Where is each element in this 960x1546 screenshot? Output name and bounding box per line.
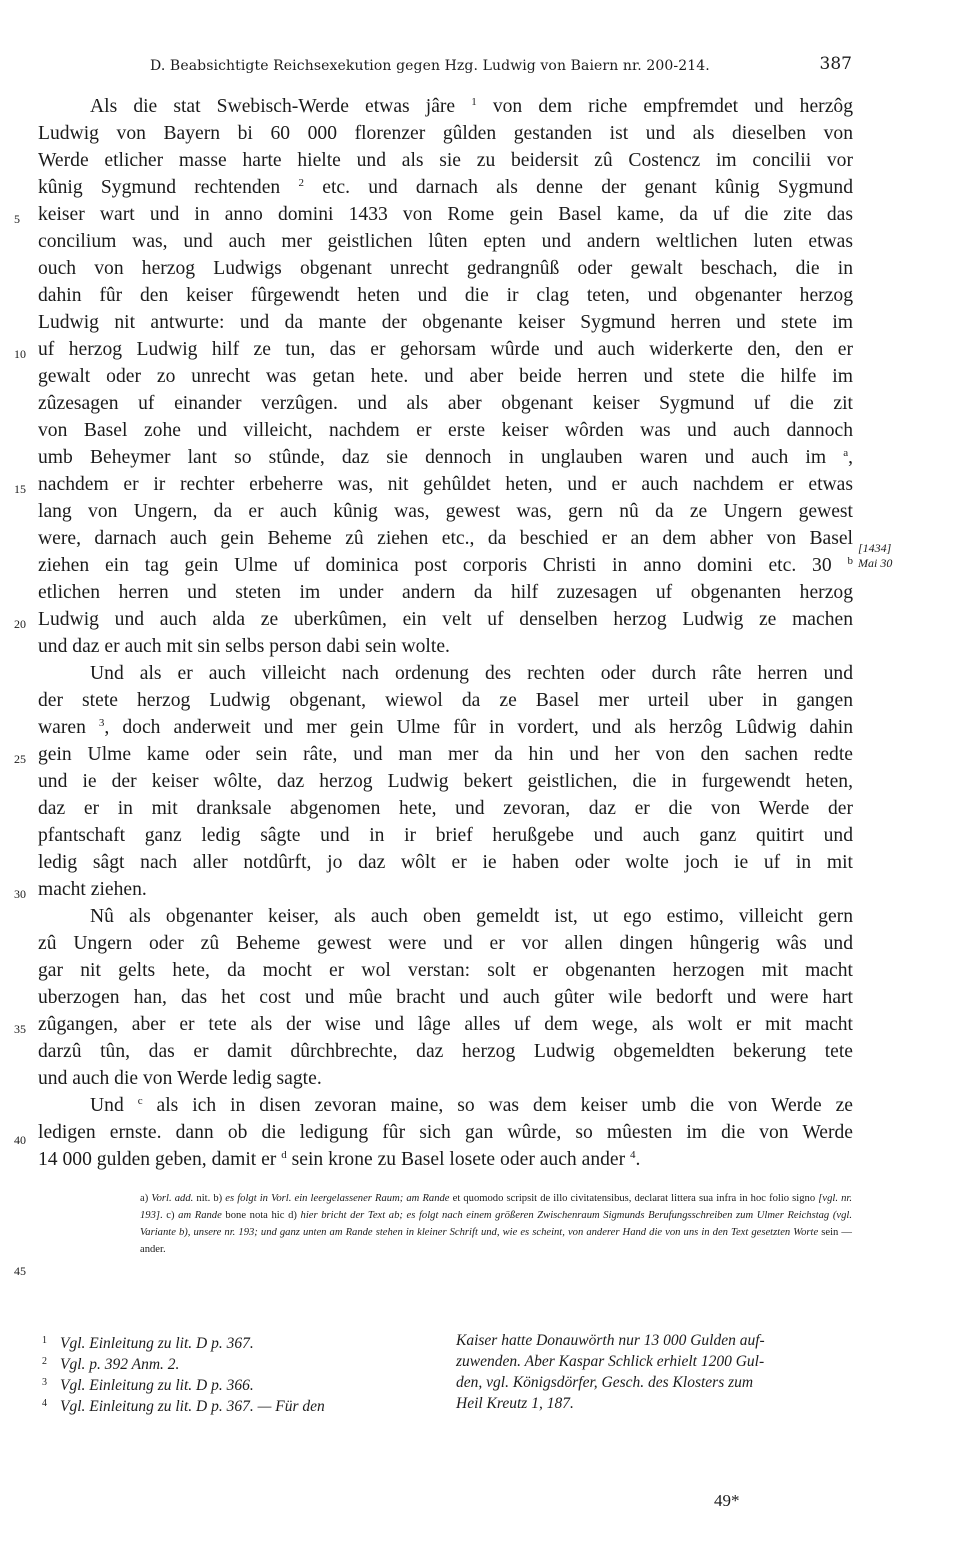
text-line: der stete herzog Ludwig obgenant, wiewol da ze Basel mer urteil uber in gangen: [38, 690, 853, 711]
line-number: 30: [14, 887, 26, 901]
text-line: concilium was, und auch mer geistlichen lûten epten und andern weltlichen luten etwas: [38, 231, 853, 252]
text-line: ledigen ernste. dann ob die ledigung fûr sich gan wûrde, so mûesten im die von Werde: [38, 1122, 853, 1143]
line-number: 25: [14, 752, 26, 766]
line-number: 10: [14, 347, 26, 361]
text-line: zûgangen, aber er tete als der wise und lâge alles uf dem wege, als wolt er mit macht: [38, 1014, 853, 1035]
footnote-4-cont: Heil Kreutz 1, 187.: [456, 1395, 574, 1412]
footnote-4: 4 Vgl. Einleitung zu lit. D p. 367. — Für den: [42, 1398, 325, 1415]
text-line: dahin fûr den keiser fûrgewendt heten und die ir clag teten, und obgenanter herzog: [38, 285, 853, 306]
footnote-2: 2 Vgl. p. 392 Anm. 2.: [42, 1356, 180, 1373]
text-line: und ie der keiser wôlte, daz herzog Ludwig bekert geistlichen, die in furgewendt heten,: [38, 771, 853, 792]
text-line: umb Beheymer lant so stûnde, daz sie dennoch in unglauben waren und auch im $^a$,: [38, 447, 853, 468]
text-line: ziehen ein tag gein Ulme uf dominica post corporis Christi in anno domini etc. 30 $^b$: [38, 555, 853, 576]
text-line: etlichen herren und steten im under andern da hilf zuzesagen uf obgenanten herzog: [38, 582, 853, 603]
text-line: Werde etlicher masse harte hielte und als sie zu beidersit zû Costencz im concilii vor: [38, 150, 853, 171]
text-line: Ludwig und auch alda ze uberkûmen, ein velt uf denselben herzog Ludwig ze machen: [38, 609, 853, 630]
text-line: lang von Ungern, da er auch kûnig was, gewest was, gern nû da ze Ungern gewest: [38, 501, 853, 522]
text-line: gein Ulme kame oder sein râte, und man mer da hin und her von den sachen redte: [38, 744, 853, 765]
text-line: darzû tûn, das er damit dûrchbrechte, daz herzog Ludwig obgemeldten bekerung tete: [38, 1041, 853, 1062]
text-line: Als die stat Swebisch-Werde etwas jâre $^1$ von dem riche empfremdet und herzôg: [90, 96, 853, 117]
text-line: Und $^c$ als ich in disen zevoran maine, so was dem keiser umb die von Werde ze: [90, 1095, 853, 1116]
text-line: were, darnach auch gein Beheme zû ziehen etc., da beschied er an dem abher von Basel: [38, 528, 853, 549]
text-line: uberzogen han, das het cost und mûe bracht und auch gûter wile bedorft und were hart: [38, 987, 853, 1008]
footnote-4-cont: zuwenden. Aber Kaspar Schlick erhielt 1200 Gul-: [456, 1353, 765, 1370]
page-number: 387: [819, 54, 852, 74]
text-line: zû Ungern oder zû Beheme gewest were und er vor allen dingen hûngerig wâs und: [38, 933, 853, 954]
text-line: ledig sâgt nach aller notdûrft, jo daz wôlt er ie haben oder wolte joch ie uf in mit: [38, 852, 853, 873]
margin-date-year: [1434]: [858, 541, 892, 555]
line-number: 15: [14, 482, 26, 496]
text-line: gewalt oder zo unrecht was getan hete. und aber beide herren und stete die hilfe im: [38, 366, 853, 387]
line-number: 20: [14, 617, 26, 631]
text-line: waren $^3$, doch anderweit und mer gein Ulme fûr in vordert, und als herzôg Lûdwig dahin: [38, 717, 853, 738]
text-line: pfantschaft ganz ledig sâgte und in ir brief herußgebe und auch ganz quitirt und: [38, 825, 853, 846]
text-line: zûzesagen uf einander verzûgen. und als aber obgenant keiser Sygmund uf die zit: [38, 393, 853, 414]
text-line: macht ziehen.: [38, 879, 147, 900]
text-line: Und als er auch villeicht nach ordenung des rechten oder durch râte herren und: [90, 663, 853, 684]
footnote-3: 3 Vgl. Einleitung zu lit. D p. 366.: [42, 1377, 254, 1394]
text-line: gar nit gelts hete, da mocht er wol verstan: solt er obgenanten herzogen mit macht: [38, 960, 853, 981]
running-header: D. Beabsichtigte Reichsexekution gegen Hzg. Ludwig von Baiern nr. 200-214.: [150, 58, 710, 74]
text-line: und daz er auch mit sin selbs person dabi sein wolte.: [38, 636, 450, 657]
footnote-1: 1 Vgl. Einleitung zu lit. D p. 367.: [42, 1335, 254, 1352]
margin-date-day: Mai 30: [858, 556, 893, 570]
text-line: von Basel zohe und villeicht, nachdem er erste keiser wôrden was und auch dannoch: [38, 420, 853, 441]
text-line: keiser wart und in anno domini 1433 von Rome gein Basel kame, da uf die zite das: [38, 204, 853, 225]
footnote-4-cont: Kaiser hatte Donauwörth nur 13 000 Gulden auf-: [456, 1332, 765, 1349]
line-number: 5: [14, 212, 20, 226]
text-line: Ludwig von Bayern bi 60 000 florenzer gûlden gestanden ist und als dieselben von: [38, 123, 853, 144]
text-line: uf herzog Ludwig hilf ze tun, das er gehorsam wûrde und auch widerkerte den, den er: [38, 339, 853, 360]
signature-mark: 49*: [714, 1491, 740, 1510]
text-line: daz er in mit dranksale abgenomen hete, und zevoran, daz er die von Werde der: [38, 798, 853, 819]
text-line: nachdem er ir rechter erbeherre was, nit gehûldet heten, und er auch nachdem er etwas: [38, 474, 853, 495]
footnote-4-cont: den, vgl. Königsdörfer, Gesch. des Klosters zum: [456, 1374, 754, 1391]
line-number: 45: [14, 1264, 26, 1278]
text-line: Nû als obgenanter keiser, als auch oben gemeldt ist, ut ego estimo, villeicht gern: [90, 906, 853, 927]
line-number: 40: [14, 1133, 26, 1147]
textual-apparatus: a) Vorl. add. nit. b) es folgt in Vorl. ein leergelassener Raum; am Rande et quomodo scripsit de illo civitatensibus, declarat littera sua infra in hoc folio signo [vgl. nr. 193]. c) am Rande bone nota hic d) hier bricht der Text ab; es folgt nach einem größeren Zwischenraum Sigmunds Berufungsschreiben zum Ulmer Reichstag (vgl. Variante b), unsere nr. 193; und ganz unten am Rande stehen in kleiner Schrift und, wie es scheint, von anderer Hand die von uns in den Text gesetzten Worte sein — ander.: [140, 1193, 852, 1255]
line-number: 35: [14, 1022, 26, 1036]
text-line: und auch die von Werde ledig sagte.: [38, 1068, 322, 1089]
text-line: kûnig Sygmund rechtenden $^2$ etc. und darnach als denne der genant kûnig Sygmund: [38, 177, 853, 198]
text-line: ouch von herzog Ludwigs obgenant unrecht gedrangnûß oder gewalt beschach, die in: [38, 258, 853, 279]
text-line: Ludwig nit antwurte: und da mante der obgenante keiser Sygmund herren und stete im: [38, 312, 853, 333]
text-line: 14 000 gulden geben, damit er $^d$ sein krone zu Basel losete oder auch ander $^4$.: [38, 1149, 641, 1170]
